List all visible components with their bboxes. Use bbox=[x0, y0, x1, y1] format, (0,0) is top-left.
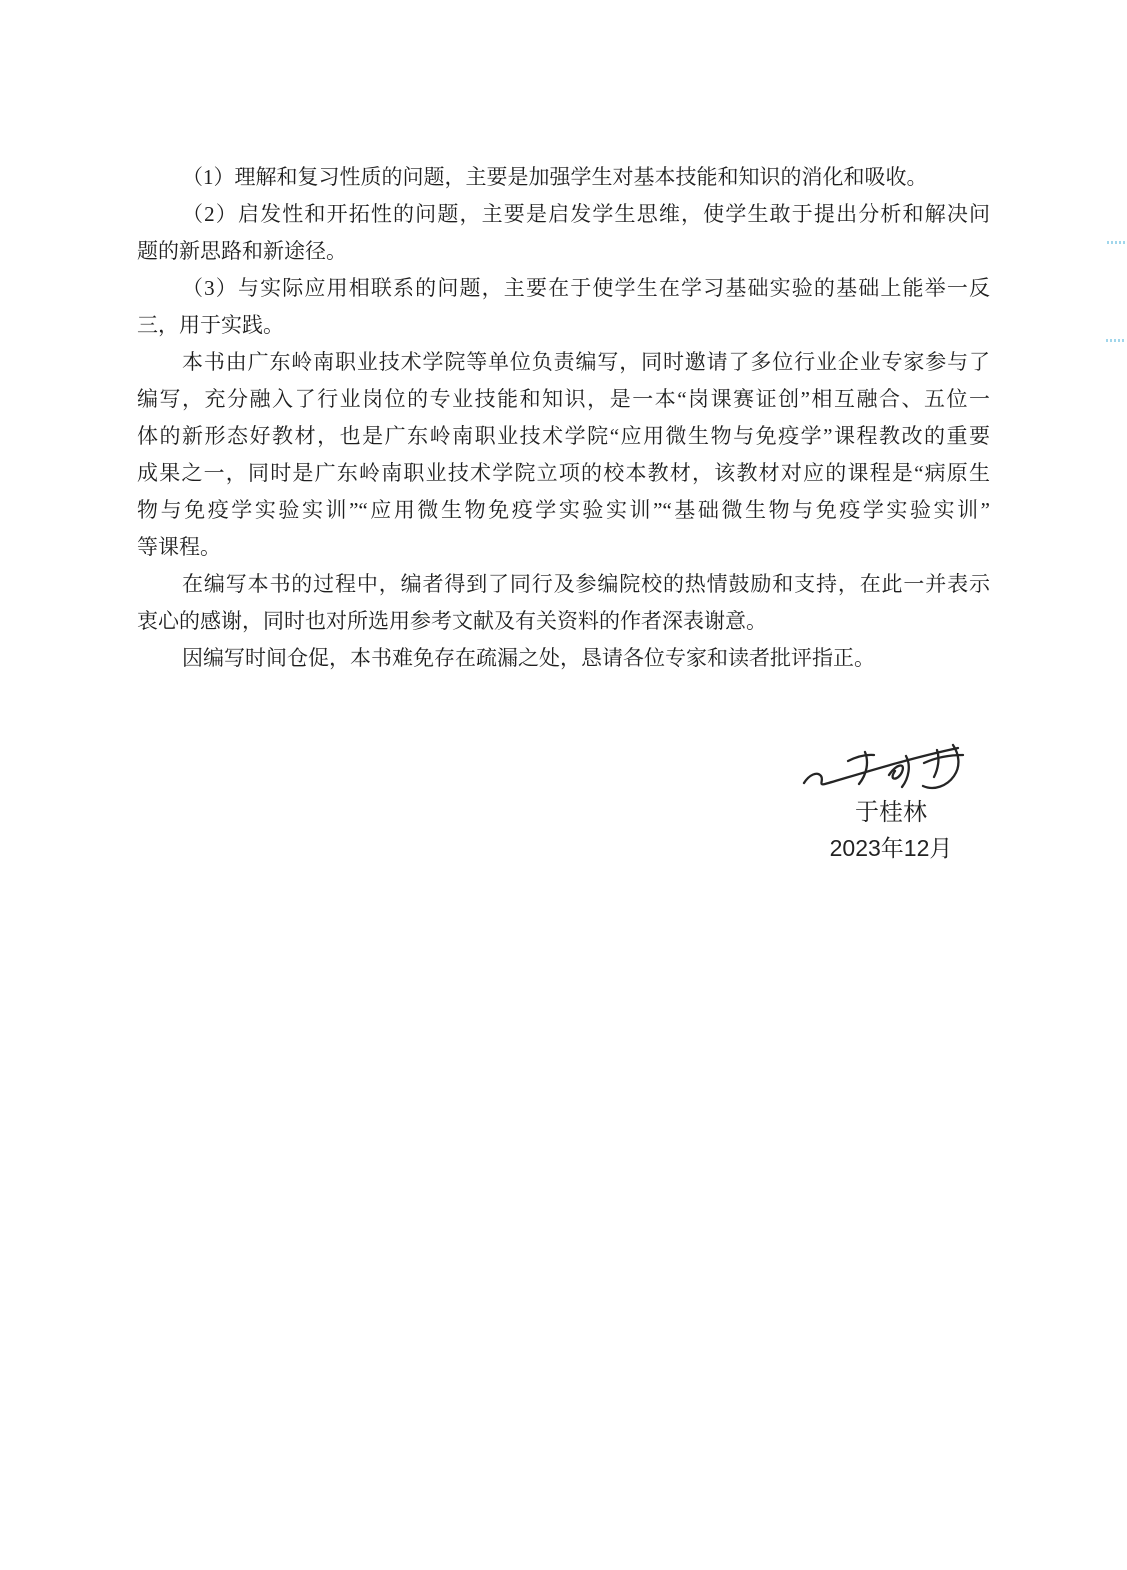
paragraph-line: （2）启发性和开拓性的问题，主要是启发学生思维，使学生敢于提出分析和解决问 bbox=[182, 202, 990, 226]
paragraph-line: 题的新思路和新途径。 bbox=[137, 239, 347, 263]
paragraph-line: 三，用于实践。 bbox=[137, 313, 284, 337]
paragraph-line: 物与免疫学实验实训”“应用微生物免疫学实验实训”“基础微生物与免疫学实验实训” bbox=[137, 498, 990, 522]
paragraph-line: 成果之一，同时是广东岭南职业技术学院立项的校本教材，该教材对应的课程是“病原生 bbox=[137, 461, 990, 485]
paragraph-line: 在编写本书的过程中，编者得到了同行及参编院校的热情鼓励和支持，在此一并表示 bbox=[182, 572, 990, 596]
paragraph-line: （1）理解和复习性质的问题，主要是加强学生对基本技能和知识的消化和吸收。 bbox=[182, 165, 928, 189]
paragraph-line: （3）与实际应用相联系的问题，主要在于使学生在学习基础实验的基础上能举一反 bbox=[182, 276, 990, 300]
preface-text-block bbox=[137, 159, 990, 677]
paragraph-line: 等课程。 bbox=[137, 535, 221, 559]
scan-artifact-dashes bbox=[1107, 241, 1127, 244]
handwritten-signature-icon bbox=[798, 740, 970, 798]
paragraph-line: 因编写时间仓促，本书难免存在疏漏之处，恳请各位专家和读者批评指正。 bbox=[182, 646, 875, 670]
paragraph-line: 体的新形态好教材，也是广东岭南职业技术学院“应用微生物与免疫学”课程教改的重要 bbox=[137, 424, 990, 448]
scan-artifact-dashes bbox=[1106, 339, 1126, 342]
author-name: 于桂林 bbox=[855, 799, 927, 826]
paragraph-line: 编写，充分融入了行业岗位的专业技能和知识，是一本“岗课赛证创”相互融合、五位一 bbox=[137, 387, 990, 411]
publication-date: 2023年12月 bbox=[829, 835, 953, 861]
paragraph-line: 本书由广东岭南职业技术学院等单位负责编写，同时邀请了多位行业企业专家参与了 bbox=[182, 350, 990, 374]
paragraph-line: 衷心的感谢，同时也对所选用参考文献及有关资料的作者深表谢意。 bbox=[137, 609, 767, 633]
